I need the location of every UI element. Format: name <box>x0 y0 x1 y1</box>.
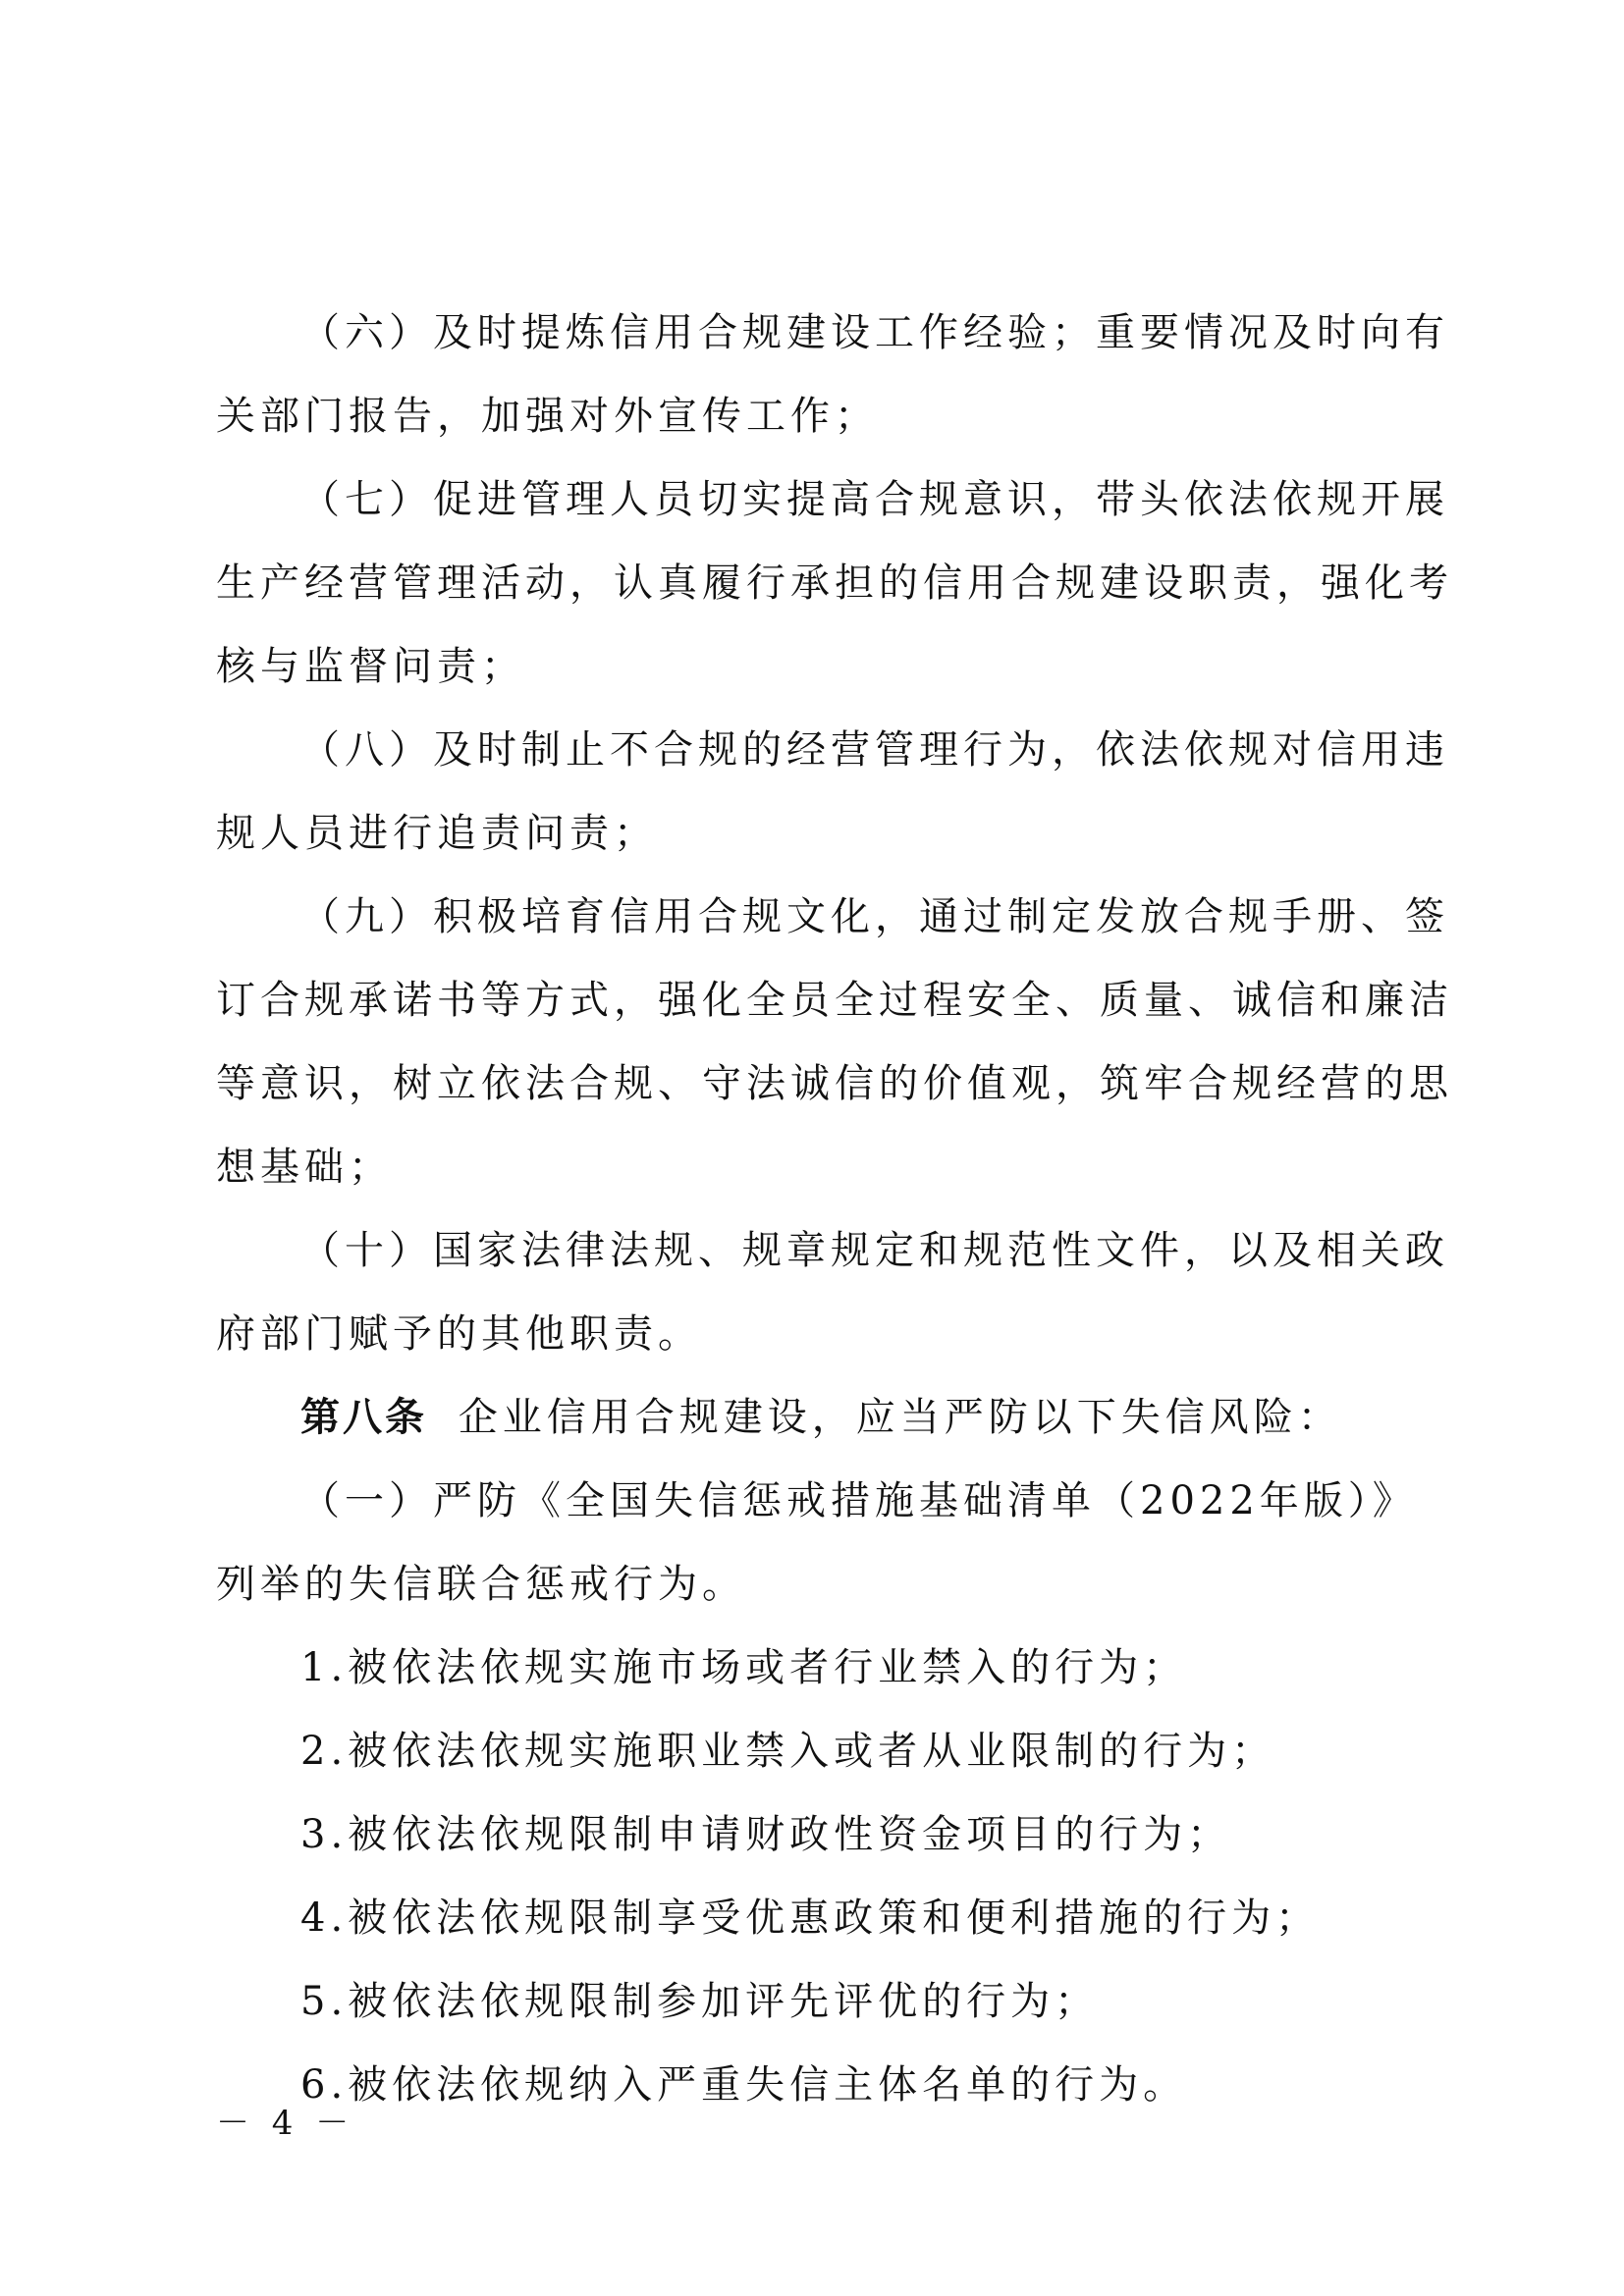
page-number: － 4 － <box>216 2104 355 2143</box>
article-8-line <box>300 1393 1342 1442</box>
article-heading: 第八条 <box>300 1394 427 1440</box>
item-1-line-2: 列举的失信联合惩戒行为。 <box>216 1562 746 1607</box>
paragraph-9-line-4: 想基础； <box>216 1145 393 1190</box>
paragraph-8-line-1: （八）及时制止不合规的经营管理行为，依法依规对信用违 <box>300 727 1449 773</box>
paragraph-8-line-2: 规人员进行追责问责； <box>216 811 658 856</box>
numbered-item-2: 2.被依法依规实施职业禁入或者从业限制的行为； <box>300 1729 1276 1774</box>
paragraph-7-line-1: （七）促进管理人员切实提高合规意识，带头依法依规开展 <box>300 477 1449 522</box>
paragraph-9-line-3: 等意识，树立依法合规、守法诚信的价值观，筑牢合规经营的思 <box>216 1061 1453 1106</box>
numbered-item-6: 6.被依法依规纳入严重失信主体名单的行为。 <box>300 2062 1188 2108</box>
numbered-item-5: 5.被依法依规限制参加评先评优的行为； <box>300 1979 1100 2024</box>
paragraph-6-line-1: （六）及时提炼信用合规建设工作经验；重要情况及时向有 <box>300 310 1449 355</box>
numbered-item-4: 4.被依法依规限制享受优惠政策和便利措施的行为； <box>300 1896 1321 1941</box>
paragraph-9-line-1: （九）积极培育信用合规文化，通过制定发放合规手册、签 <box>300 894 1449 939</box>
paragraph-10-line-2: 府部门赋予的其他职责。 <box>216 1311 702 1357</box>
paragraph-7-line-3: 核与监督问责； <box>216 644 525 689</box>
item-1-line-1: （一）严防《全国失信惩戒措施基础清单（2022年版）》 <box>300 1478 1417 1523</box>
article-text: 企业信用合规建设，应当严防以下失信风险： <box>458 1395 1342 1440</box>
numbered-item-3: 3.被依法依规限制申请财政性资金项目的行为； <box>300 1812 1232 1857</box>
paragraph-9-line-2: 订合规承诺书等方式，强化全员全过程安全、质量、诚信和廉洁 <box>216 978 1453 1023</box>
numbered-item-1: 1.被依法依规实施市场或者行业禁入的行为； <box>300 1645 1188 1690</box>
paragraph-7-line-2: 生产经营管理活动，认真履行承担的信用合规建设职责，强化考 <box>216 561 1453 606</box>
paragraph-10-line-1: （十）国家法律法规、规章规定和规范性文件，以及相关政 <box>300 1228 1449 1273</box>
paragraph-6-line-2: 关部门报告，加强对外宣传工作； <box>216 394 879 439</box>
